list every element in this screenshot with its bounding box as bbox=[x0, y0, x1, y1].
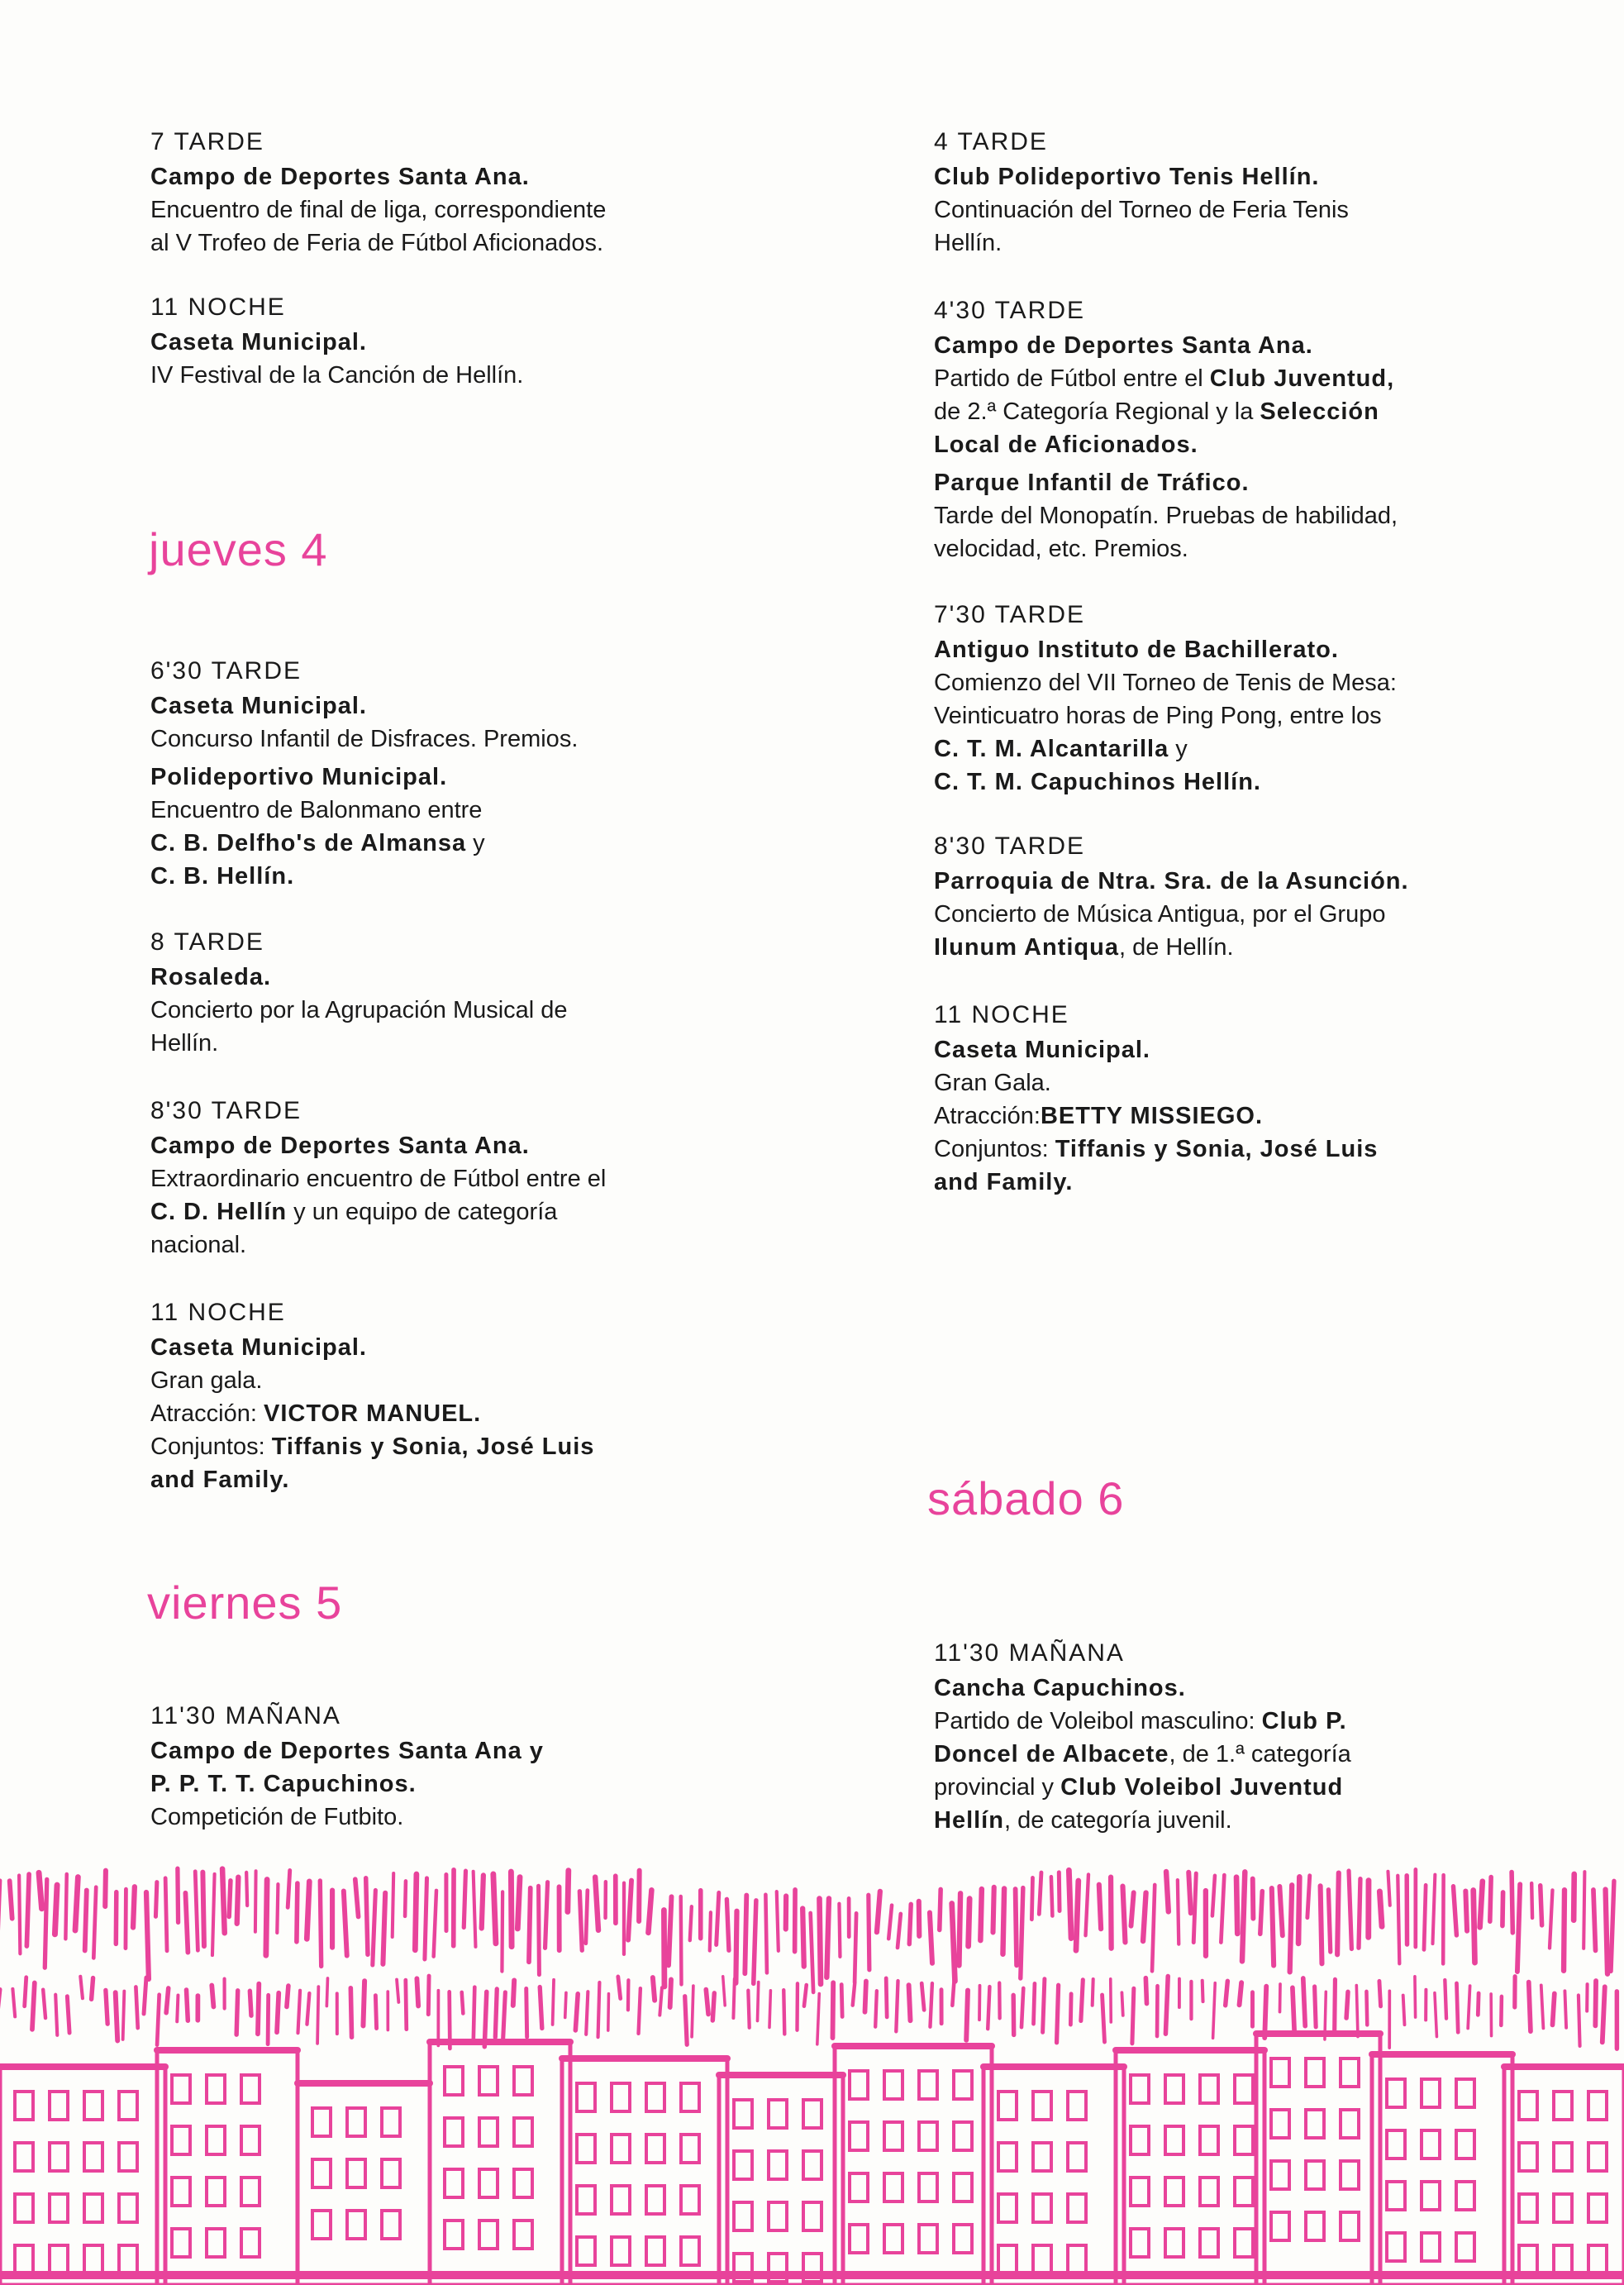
description-text: Gran gala. bbox=[150, 1367, 263, 1394]
event-description-line bbox=[934, 499, 1545, 532]
event-description-line bbox=[150, 994, 762, 1027]
event-description-line bbox=[934, 1100, 1545, 1133]
event-description-line bbox=[934, 666, 1545, 699]
highlight-text: C. D. Hellín bbox=[150, 1199, 288, 1225]
highlight-text: Club Voleibol Juventud bbox=[1060, 1774, 1344, 1801]
highlight-text: VICTOR MANUEL. bbox=[264, 1400, 482, 1427]
event-description-line bbox=[150, 227, 762, 260]
event-block bbox=[934, 597, 1545, 799]
event-description-line bbox=[934, 395, 1545, 428]
description-text: nacional. bbox=[150, 1232, 247, 1258]
event-description-line bbox=[150, 1463, 762, 1496]
event-description-line bbox=[934, 1133, 1545, 1166]
highlight-text: C. T. M. Alcantarilla bbox=[934, 736, 1169, 762]
event-description-line bbox=[934, 532, 1545, 565]
description-text: Partido de Voleibol masculino: bbox=[934, 1708, 1262, 1734]
event-time: 11 NOCHE bbox=[150, 293, 286, 321]
event-item bbox=[934, 1672, 1545, 1837]
event-description-line bbox=[150, 1397, 762, 1430]
highlight-text: Ilunum Antiqua bbox=[934, 934, 1119, 961]
event-block bbox=[150, 124, 762, 260]
highlight-text: Club Juventud, bbox=[1209, 365, 1395, 392]
event-description-line bbox=[934, 428, 1545, 461]
event-time: 4 TARDE bbox=[934, 128, 1048, 155]
highlight-text: C. B. Delfho's de Almansa bbox=[150, 830, 467, 856]
event-venue: P. P. T. T. Capuchinos. bbox=[150, 1771, 417, 1797]
event-description-line bbox=[934, 227, 1545, 260]
event-venue: Caseta Municipal. bbox=[150, 1334, 367, 1361]
event-time: 11 NOCHE bbox=[150, 1299, 286, 1326]
event-item bbox=[934, 160, 1545, 260]
event-venue: Campo de Deportes Santa Ana. bbox=[150, 164, 530, 190]
town-sketch-illustration bbox=[0, 1852, 1624, 2285]
event-block bbox=[934, 1635, 1545, 1837]
description-text: Conjuntos: bbox=[934, 1136, 1055, 1162]
highlight-text: Club P. bbox=[1261, 1708, 1347, 1734]
event-description-line bbox=[150, 794, 762, 827]
event-venue: Caseta Municipal. bbox=[934, 1037, 1150, 1063]
description-text: Concurso Infantil de Disfraces. Premios. bbox=[150, 726, 579, 752]
event-time: 4'30 TARDE bbox=[934, 297, 1086, 324]
event-item bbox=[934, 633, 1545, 799]
event-description-line bbox=[934, 699, 1545, 732]
event-item bbox=[934, 1033, 1545, 1199]
description-text: Veinticuatro horas de Ping Pong, entre los bbox=[934, 703, 1382, 729]
event-description-line bbox=[150, 1195, 762, 1228]
event-item bbox=[150, 689, 762, 756]
event-block bbox=[150, 924, 762, 1060]
event-description-line bbox=[934, 732, 1545, 766]
event-block bbox=[934, 997, 1545, 1199]
description-text: Conjuntos: bbox=[150, 1433, 272, 1460]
event-item bbox=[150, 961, 762, 1060]
event-venue: Club Polideportivo Tenis Hellín. bbox=[934, 164, 1320, 190]
description-text: Atracción: bbox=[150, 1400, 264, 1427]
description-text: y un equipo de categoría bbox=[287, 1199, 558, 1225]
event-item bbox=[150, 1734, 762, 1834]
description-text: Partido de Fútbol entre el bbox=[934, 365, 1210, 392]
event-venue: Parroquia de Ntra. Sra. de la Asunción. bbox=[934, 868, 1409, 894]
description-text: Comienzo del VII Torneo de Tenis de Mesa: bbox=[934, 670, 1397, 696]
event-description-line bbox=[934, 898, 1545, 931]
event-item bbox=[150, 326, 762, 392]
event-description-line bbox=[934, 362, 1545, 395]
event-description-line bbox=[934, 766, 1545, 799]
highlight-text: C. T. M. Capuchinos Hellín. bbox=[934, 769, 1261, 795]
event-time: 6'30 TARDE bbox=[150, 657, 302, 685]
event-block bbox=[150, 289, 762, 392]
event-description-line bbox=[150, 1364, 762, 1397]
event-block bbox=[934, 828, 1545, 964]
event-item bbox=[150, 761, 762, 893]
event-description-line bbox=[150, 723, 762, 756]
description-text: , de Hellín. bbox=[1118, 934, 1234, 961]
event-block bbox=[934, 124, 1545, 260]
event-item bbox=[934, 466, 1545, 565]
description-text: Tarde del Monopatín. Pruebas de habilidad, bbox=[934, 503, 1398, 529]
description-text: velocidad, etc. Premios. bbox=[934, 536, 1188, 562]
event-venue: Campo de Deportes Santa Ana. bbox=[150, 1133, 530, 1159]
event-block bbox=[150, 1295, 762, 1496]
event-description-line bbox=[150, 860, 762, 893]
description-text: al V Trofeo de Feria de Fútbol Aficionados. bbox=[150, 230, 604, 256]
event-description-line bbox=[150, 827, 762, 860]
description-text: , de 1.ª categoría bbox=[1169, 1741, 1351, 1767]
event-description-line bbox=[934, 1771, 1545, 1804]
event-description-line bbox=[150, 1801, 762, 1834]
event-item bbox=[934, 329, 1545, 461]
description-text: de 2.ª Categoría Regional y la bbox=[934, 398, 1260, 425]
event-item bbox=[934, 865, 1545, 964]
event-venue: Rosaleda. bbox=[150, 964, 271, 990]
event-description-line bbox=[934, 193, 1545, 227]
description-text: Encuentro de Balonmano entre bbox=[150, 797, 483, 823]
event-block bbox=[150, 653, 762, 893]
description-text: Hellín. bbox=[150, 1030, 219, 1057]
highlight-text: Local de Aficionados. bbox=[934, 432, 1198, 458]
description-text: Atracción: bbox=[934, 1103, 1041, 1129]
description-text: IV Festival de la Canción de Hellín. bbox=[150, 362, 524, 389]
event-time: 11'30 MAÑANA bbox=[934, 1639, 1125, 1667]
highlight-text: Tiffanis y Sonia, José Luis bbox=[271, 1433, 595, 1460]
description-text: Continuación del Torneo de Feria Tenis bbox=[934, 197, 1349, 223]
event-item bbox=[150, 1331, 762, 1496]
event-item bbox=[150, 160, 762, 260]
event-description-line bbox=[150, 1430, 762, 1463]
event-description-line bbox=[934, 1705, 1545, 1738]
event-time: 11 NOCHE bbox=[934, 1001, 1069, 1028]
description-text: Competición de Futbito. bbox=[150, 1804, 404, 1830]
highlight-text: Hellín bbox=[934, 1807, 1004, 1834]
event-description-line bbox=[934, 1804, 1545, 1837]
event-description-line bbox=[150, 1027, 762, 1060]
event-description-line bbox=[150, 193, 762, 227]
event-venue: Antiguo Instituto de Bachillerato. bbox=[934, 637, 1339, 663]
event-description-line bbox=[150, 1228, 762, 1262]
event-time: 8'30 TARDE bbox=[934, 832, 1086, 860]
event-description-line bbox=[934, 931, 1545, 964]
event-time: 7'30 TARDE bbox=[934, 601, 1086, 628]
event-venue: Polideportivo Municipal. bbox=[150, 764, 448, 790]
event-block bbox=[150, 1698, 762, 1834]
description-text: , de categoría juvenil. bbox=[1003, 1807, 1232, 1834]
day-heading-jueves: jueves 4 bbox=[149, 523, 328, 575]
highlight-text: BETTY MISSIEGO. bbox=[1040, 1103, 1264, 1129]
event-venue: Caseta Municipal. bbox=[150, 693, 367, 719]
description-text: Encuentro de final de liga, correspondiente bbox=[150, 197, 607, 223]
event-description-line bbox=[150, 359, 762, 392]
day-heading-viernes: viernes 5 bbox=[147, 1577, 343, 1629]
event-time: 7 TARDE bbox=[150, 128, 264, 155]
event-venue: Cancha Capuchinos. bbox=[934, 1675, 1186, 1701]
description-text: Concierto de Música Antigua, por el Grupo bbox=[934, 901, 1386, 928]
event-description-line bbox=[934, 1738, 1545, 1771]
description-text: y bbox=[466, 830, 485, 856]
event-venue: Parque Infantil de Tráfico. bbox=[934, 470, 1250, 496]
description-text: Extraordinario encuentro de Fútbol entre el bbox=[150, 1166, 607, 1192]
event-venue: Campo de Deportes Santa Ana y bbox=[150, 1738, 544, 1764]
description-text: Concierto por la Agrupación Musical de bbox=[150, 997, 568, 1023]
event-time: 8 TARDE bbox=[150, 928, 264, 956]
highlight-text: Selección bbox=[1260, 398, 1379, 425]
highlight-text: C. B. Hellín. bbox=[150, 863, 295, 890]
highlight-text: Doncel de Albacete bbox=[934, 1741, 1169, 1767]
day-heading-sabado: sábado 6 bbox=[927, 1472, 1125, 1524]
event-block bbox=[934, 293, 1545, 565]
event-time: 8'30 TARDE bbox=[150, 1097, 302, 1124]
highlight-text: and Family. bbox=[150, 1467, 290, 1493]
highlight-text: Tiffanis y Sonia, José Luis bbox=[1055, 1136, 1379, 1162]
event-description-line bbox=[934, 1066, 1545, 1100]
description-text: provincial y bbox=[934, 1774, 1061, 1801]
event-block bbox=[150, 1093, 762, 1262]
description-text: y bbox=[1169, 736, 1188, 762]
description-text: Gran Gala. bbox=[934, 1070, 1051, 1096]
event-description-line bbox=[934, 1166, 1545, 1199]
event-description-line bbox=[150, 1162, 762, 1195]
event-time: 11'30 MAÑANA bbox=[150, 1702, 341, 1729]
event-item bbox=[150, 1129, 762, 1262]
event-venue: Campo de Deportes Santa Ana. bbox=[934, 332, 1313, 359]
highlight-text: and Family. bbox=[934, 1169, 1074, 1195]
description-text: Hellín. bbox=[934, 230, 1002, 256]
event-venue: Caseta Municipal. bbox=[150, 329, 367, 355]
